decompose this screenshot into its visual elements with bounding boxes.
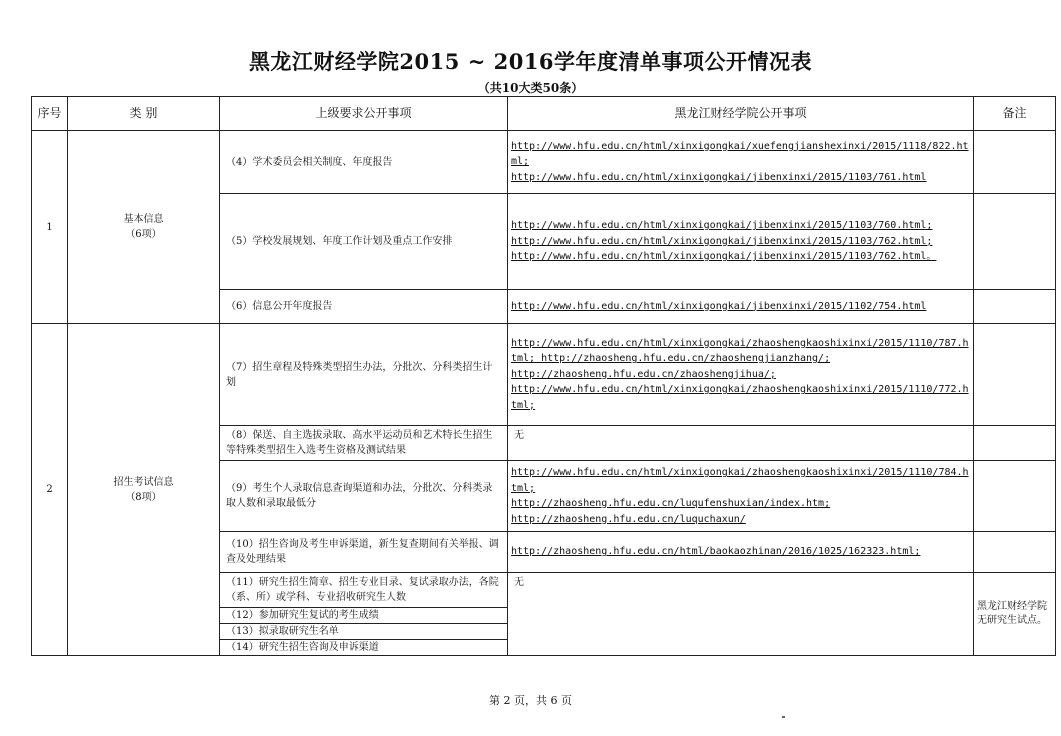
link[interactable]: http://www.hfu.edu.cn/html/xinxigongkai/jibenxinxi/2015/1103/761.html (511, 171, 927, 183)
remark-cell (974, 426, 1056, 461)
link[interactable]: http://www.hfu.edu.cn/html/xinxigongkai/jibenxinxi/2015/1103/762.html; (511, 235, 933, 247)
group-no: 2 (32, 324, 68, 656)
category-count: （6项） (125, 229, 162, 240)
group-category (68, 131, 220, 324)
link[interactable]: http://www.hfu.edu.cn/html/xinxigongkai/jibenxinxi/2015/1103/760.html; (511, 220, 933, 232)
header-category: 类 别 (68, 97, 220, 131)
link[interactable]: http://www.hfu.edu.cn/html/xinxigongkai/zhaoshengkaoshixinxi/2015/1110/787.html; http://zhaosheng.hfu.edu.cn/zhaoshengjianzhang/; (511, 337, 969, 365)
link[interactable]: http://zhaosheng.hfu.edu.cn/zhaoshengjihua/; (511, 368, 776, 380)
school-plain: 无 (508, 573, 974, 656)
remark-cell (974, 461, 1056, 532)
school-links (508, 324, 974, 426)
table-header-row (32, 97, 1056, 131)
required-item: （5）学校发展规划、年度工作计划及重点工作安排 (220, 194, 508, 290)
remark-cell (974, 290, 1056, 324)
page-title: 黑龙江财经学院2015 ~ 2016学年度清单事项公开情况表 (248, 49, 813, 74)
required-item: （11）研究生招生简章、招生专业目录、复试录取办法，各院（系、所）或学科、专业招收研究生人数 (220, 573, 508, 608)
required-item: （9）考生个人录取信息查询渠道和办法，分批次、分科类录取人数和录取最低分 (220, 461, 508, 532)
category-count: （8项） (125, 491, 162, 503)
link[interactable]: http://www.hfu.edu.cn/html/xinxigongkai/jibenxinxi/2015/1103/762.html。 (511, 251, 937, 263)
table-row (32, 324, 1056, 426)
remark-cell (974, 131, 1056, 194)
page-subtitle: （共10大类50条） (477, 81, 584, 95)
remark-cell (974, 324, 1056, 426)
school-links (508, 194, 974, 290)
header-remark: 备注 (974, 97, 1056, 131)
link[interactable]: http://www.hfu.edu.cn/html/xinxigongkai/jibenxinxi/2015/1102/754.html (511, 300, 927, 312)
remark-cell (974, 194, 1056, 290)
table-row (32, 131, 1056, 194)
required-item: （8）保送、自主选拔录取、高水平运动员和艺术特长生招生等特殊类型招生入选考生资格及测试结果 (220, 426, 508, 461)
group-no: 1 (32, 131, 68, 324)
page-footer: 第 2 页，共 6 页 (489, 694, 572, 707)
required-item: （4）学术委员会相关制度、年度报告 (220, 131, 508, 194)
header-no: 序号 (32, 97, 68, 131)
link[interactable]: http://www.hfu.edu.cn/html/xinxigongkai/xuefengjianshexinxi/2015/1118/822.html; (511, 140, 969, 168)
required-item: （7）招生章程及特殊类型招生办法，分批次、分科类招生计划 (220, 324, 508, 426)
school-links (508, 131, 974, 194)
link[interactable]: http://www.hfu.edu.cn/html/xinxigongkai/zhaoshengkaoshixinxi/2015/1110/784.html; (511, 467, 969, 494)
remark-cell (974, 532, 1056, 573)
disclosure-table (31, 96, 1056, 656)
required-item: （13）拟录取研究生名单 (220, 624, 508, 640)
school-links (508, 532, 974, 573)
link[interactable]: http://zhaosheng.hfu.edu.cn/luqufenshuxian/index.htm; (511, 498, 831, 509)
required-item: （6）信息公开年度报告 (220, 290, 508, 324)
required-item: （10）招生咨询及考生申诉渠道，新生复查期间有关举报、调查及处理结果 (220, 532, 508, 573)
required-item: （14）研究生招生咨询及申诉渠道 (220, 640, 508, 656)
header-school: 黑龙江财经学院公开事项 (508, 97, 974, 131)
category-label: 基本信息 (123, 214, 164, 225)
school-links (508, 290, 974, 324)
school-links (508, 461, 974, 532)
scan-mark (782, 716, 785, 718)
link[interactable]: http://zhaosheng.hfu.edu.cn/html/baokaozhinan/2016/1025/162323.html; (511, 546, 921, 558)
required-item: （12）参加研究生复试的考生成绩 (220, 608, 508, 624)
school-plain: 无 (508, 426, 974, 461)
remark-note: 黑龙江财经学院无研究生试点。 (974, 573, 1056, 656)
group-category (68, 324, 220, 656)
category-label: 招生考试信息 (113, 476, 174, 488)
link[interactable]: http://zhaosheng.hfu.edu.cn/luquchaxun/ (511, 513, 746, 525)
header-required: 上级要求公开事项 (220, 97, 508, 131)
link[interactable]: http://www.hfu.edu.cn/html/xinxigongkai/zhaoshengkaoshixinxi/2015/1110/772.html; (511, 384, 969, 411)
